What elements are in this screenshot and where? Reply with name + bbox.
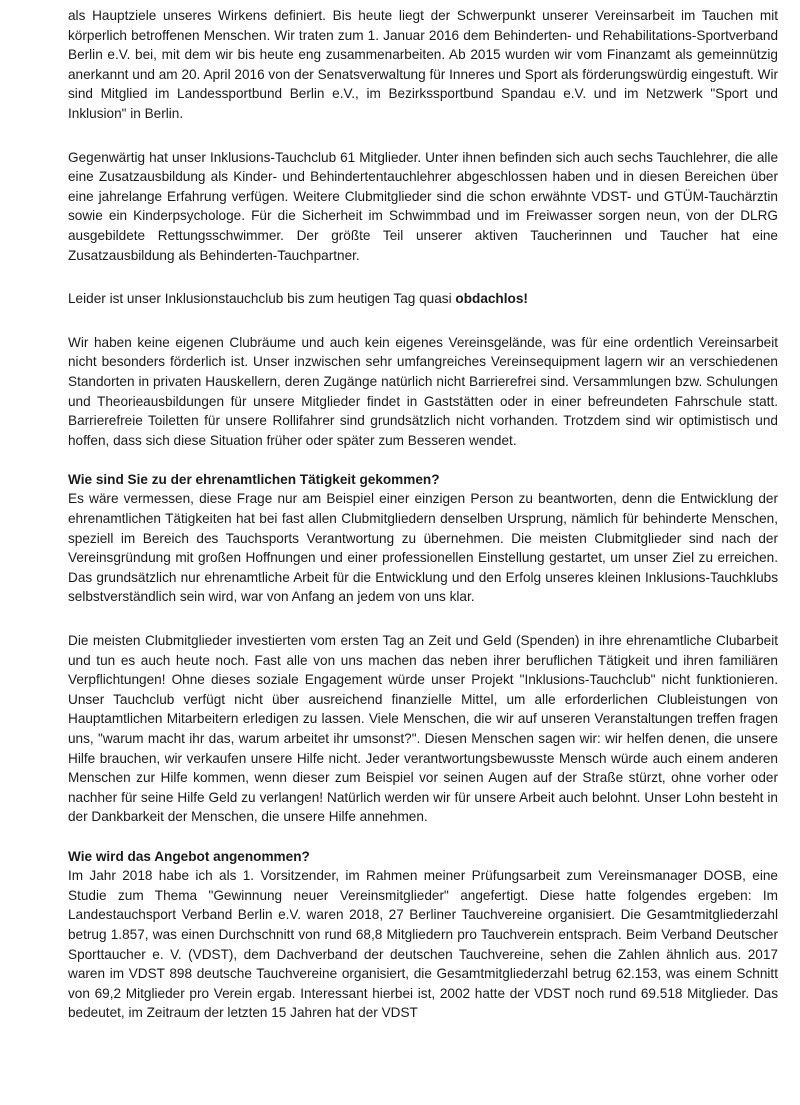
- section-heading-reception: Wie wird das Angebot angenommen?: [68, 848, 310, 864]
- paragraph-members: Gegenwärtig hat unser Inklusions-Tauchclub 61 Mitglieder. Unter ihnen befinden sich auch sechs Tauchlehrer, die alle eine Zusatzausbildung als Kinder- und Behindertentauchlehrer abgeschlossen haben und in diesen Bereichen über eine jahrelange Erfahrung verfügen. Weitere Clubmitglieder sind die schon erwähnte VDST- und GTÜM-Tauchärztin sowie ein Kinderpsychologe. Für die Sicherheit im Schwimmbad und im Freiwasser sorgen neun, von der DLRG ausgebildete Rettungsschwimmer. Der größte Teil unserer aktiven Taucherinnen und Taucher hat eine Zusatzausbildung als Behinderten-Tauchpartner.: [68, 149, 778, 263]
- paragraph-homeless-bold: obdachlos!: [455, 291, 528, 307]
- paragraph-homeless: [68, 289, 778, 309]
- paragraph-study: Im Jahr 2018 habe ich als 1. Vorsitzender, im Rahmen meiner Prüfungsarbeit zum Vereinsmanager DOSB, eine Studie zum Thema "Gewinnung neuer Vereinsmitglieder" angefertigt. Diese hatte folgendes ergeben: Im Landestauchsport Verband Berlin e.V. waren 2018, 27 Berliner Tauchvereine organisiert. Die Gesamtmitgliederzahl betrug 1.857, was einen Durchschnitt von rund 68,8 Mitgliedern pro Tauchverein entsprach. Beim Verband Deutscher Sporttaucher e. V. (VDST), dem Dachverband der deutschen Tauchvereine, sehen die Zahlen ähnlich aus. 2017 waren im VDST 898 deutsche Tauchvereine organisiert, die Gesamtmitgliederzahl betrug 62.153, was einem Schnitt von 69,2 Mitglieder pro Verein ergab. Interessant hierbei ist, 2002 hatte der VDST noch rund 69.518 Mitglieder. Das bedeutet, im Zeitraum der letzten 15 Jahren hat der VDST: [68, 868, 778, 1021]
- paragraph-volunteer-investment: Die meisten Clubmitglieder investierten vom ersten Tag an Zeit und Geld (Spenden) in ihre ehrenamtliche Clubarbeit und tun es auch heute noch. Fast alle von uns machen das neben ihrer beruflichen Tätigkeit und ihren familiären Verpflichtungen! Ohne dieses soziale Engagement würde unser Projekt "Inklusions-Tauchclub" nicht funktionieren. Unser Tauchclub verfügt nicht über ausreichend finanzielle Mittel, um alle erforderlichen Clubleistungen von Hauptamtlichen Mitarbeitern erledigen zu lassen. Viele Menschen, die wir auf unseren Veranstaltungen treffen fragen uns, "warum macht ihr das, warum arbeitet ihr umsonst?". Diesen Menschen sagen wir: wir helfen denen, die unsere Hilfe brauchen, wir verkaufen unsere Hilfe nicht. Jeder verantwortungsbewusste Mensch würde auch einem anderen Menschen zur Hilfe kommen, wenn dieser zum Beispiel vor seinen Augen auf der Straße stürzt, ohne vorher oder nachher für seine Hilfe Geld zu verlangen! Natürlich werden wir für unsere Arbeit auch belohnt. Unser Lohn besteht in der Dankbarkeit der Menschen, die unsere Hilfe annehmen.: [68, 633, 778, 825]
- paragraph-volunteer-origin: Es wäre vermessen, diese Frage nur am Beispiel einer einzigen Person zu beantworten, denn die Entwicklung der ehrenamtlichen Tätigkeiten hat bei fast allen Clubmitgliedern denselben Ursprung, nämlich für behinderte Menschen, speziell im Bereich des Tauchsports Verantwortung zu übernehmen. Die meisten Clubmitglieder sind nach der Vereinsgründung mit großen Hoffnungen und einer professionellen Einstellung gestartet, um unser Ziel zu erreichen. Das grundsätzlich nur ehrenamtliche Arbeit für die Entwicklung und den Erfolg unseres kleinen Inklusions-Tauchklubs selbstverständlich sein wird, war von Anfang an jedem von uns klar.: [68, 491, 778, 605]
- section-heading-volunteer: Wie sind Sie zu der ehrenamtlichen Tätigkeit gekommen?: [68, 471, 440, 487]
- paragraph-goals: als Hauptziele unseres Wirkens definiert. Bis heute liegt der Schwerpunkt unserer Vereinsarbeit im Tauchen mit körperlich betroffenen Menschen. Wir traten zum 1. Januar 2016 dem Behinderten- und Rehabilitations-Sportverband Berlin e.V. bei, mit dem wir bis heute eng zusammenarbeiten. Ab 2015 wurden wir vom Finanzamt als gemeinnützig anerkannt und am 20. April 2016 von der Senatsverwaltung für Inneres und Sport als förderungswürdig eingestuft. Wir sind Mitglied im Landessportbund Berlin e.V., im Bezirkssportbund Spandau e.V. und im Netzwerk "Sport und Inklusion" in Berlin.: [68, 8, 778, 121]
- paragraph-clubrooms: Wir haben keine eigenen Clubräume und auch kein eigenes Vereinsgelände, was für eine ordentlich Vereinsarbeit nicht besonders förderlich ist. Unser inzwischen sehr umfangreiches Vereinsequipment lagern wir an verschiedenen Standorten in privaten Hauskellern, deren Zugänge natürlich nicht Barrierefrei sind. Versammlungen bzw. Schulungen und Theorieausbildungen für unsere Mitglieder findet in Gaststätten oder in einer befreundeten Fahrschule statt. Barrierefreie Toiletten für unsere Rollifahrer sind grundsätzlich nicht vorhanden. Trotzdem sind wir optimistisch und hoffen, dass sich diese Situation früher oder später zum Besseren wendet.: [68, 334, 778, 448]
- paragraph-homeless-text: Leider ist unser Inklusionstauchclub bis zum heutigen Tag quasi: [68, 291, 456, 307]
